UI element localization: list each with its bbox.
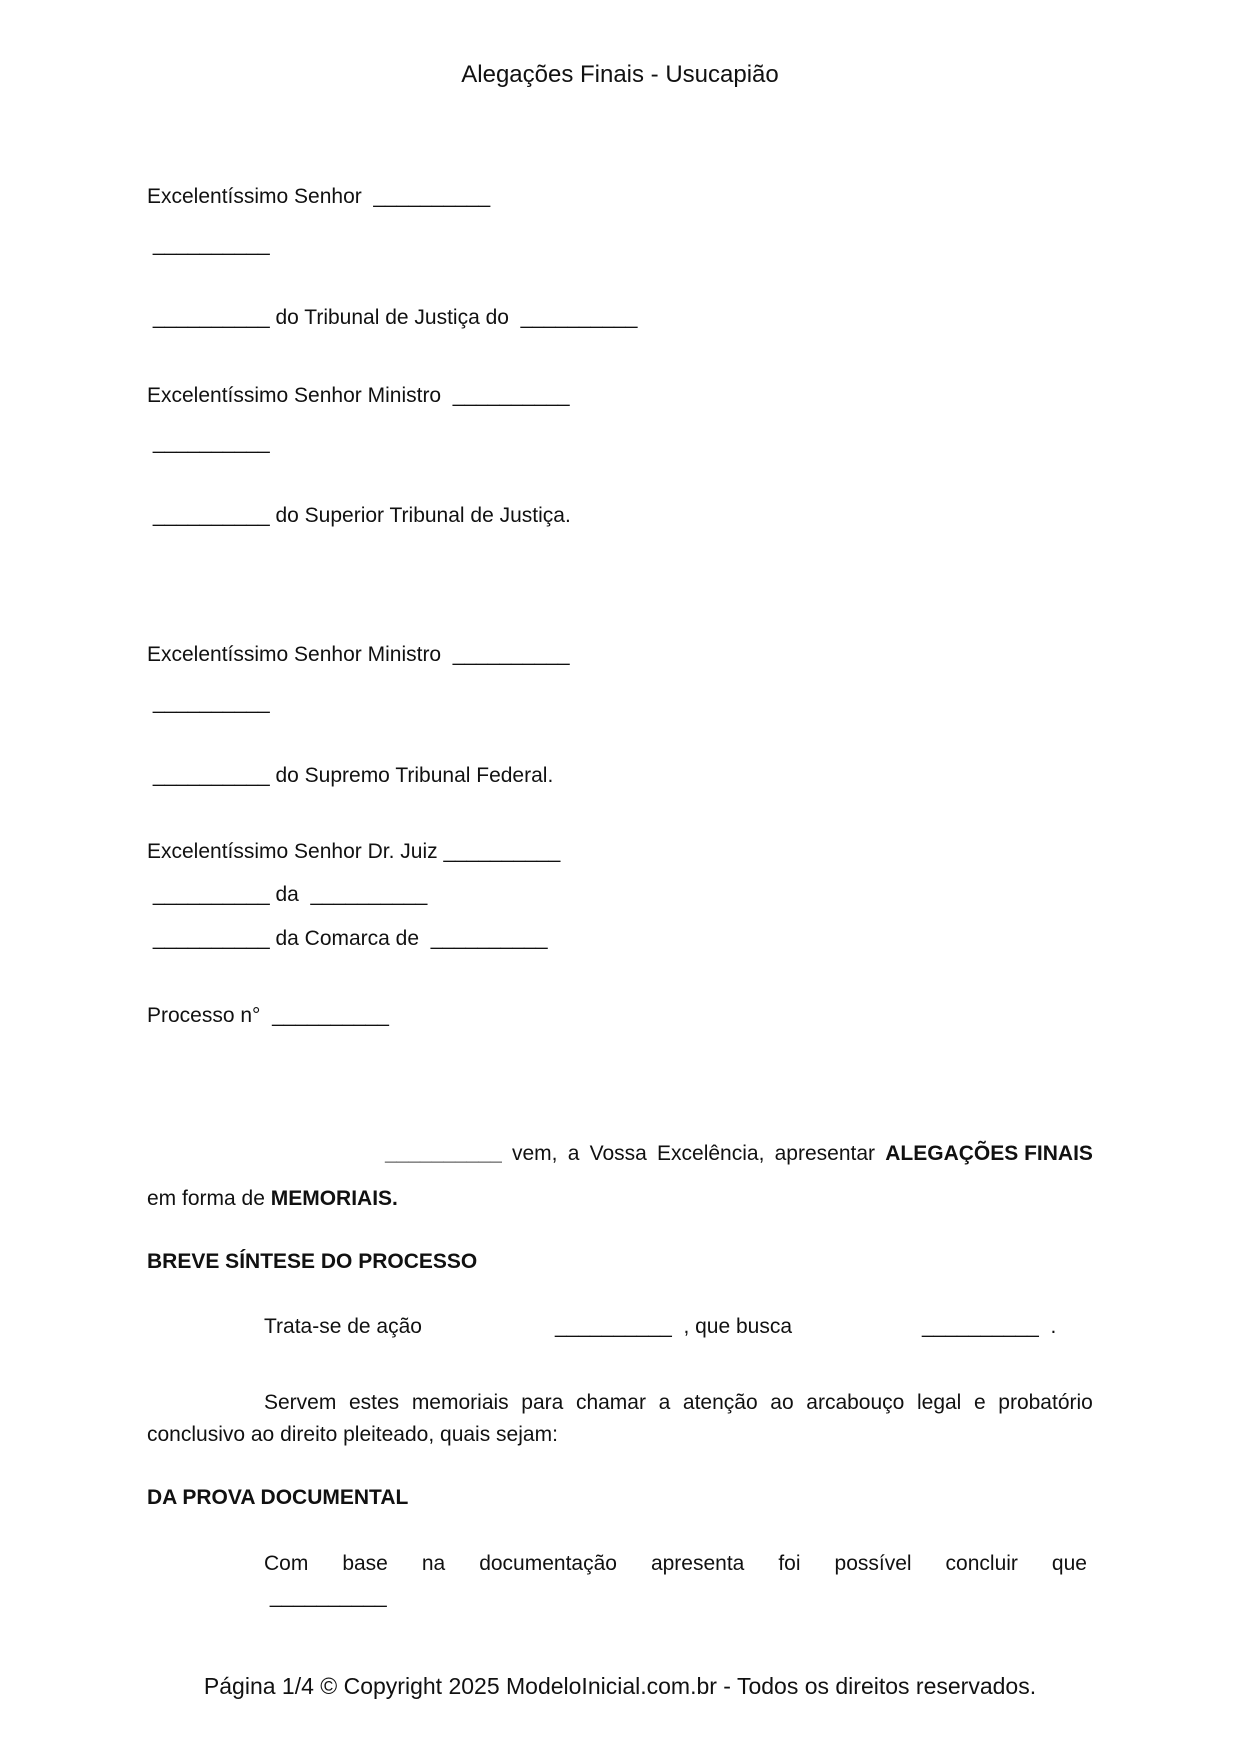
paragraph-word: para (521, 1391, 564, 1414)
address-line-5: __________ (147, 431, 270, 454)
paragraph-word: e (973, 1391, 986, 1414)
prova-paragraph-line-1 (264, 1551, 1087, 1577)
paragraph-word: ao (770, 1391, 794, 1414)
address-line-9: __________ do Supremo Tribunal Federal. (147, 764, 554, 787)
paragraph-word: Com (264, 1552, 309, 1575)
address-line-10: Excelentíssimo Senhor Dr. Juiz __________ (147, 840, 561, 863)
paragraph-word: apresenta (650, 1552, 745, 1575)
intro-word: a (567, 1142, 580, 1165)
paragraph-word: Servem (264, 1391, 337, 1414)
address-line-6: __________ do Superior Tribunal de Justiça. (147, 504, 571, 527)
paragraph-word: a (658, 1391, 671, 1414)
paragraph-word: atenção (682, 1391, 758, 1414)
intro-bold-title: ALEGAÇÕES FINAIS (885, 1142, 1093, 1165)
paragraph-word: possível (834, 1552, 912, 1575)
sintese-text-a: Trata-se de ação (264, 1315, 422, 1338)
page-footer: Página 1/4 © Copyright 2025 ModeloInicial.com.br - Todos os direitos reservados. (203, 1673, 1037, 1699)
party-name-blank: __________ (385, 1142, 502, 1165)
paragraph-word: concluir (945, 1552, 1018, 1575)
intro-prefix: em forma de (147, 1187, 271, 1210)
address-line-4: Excelentíssimo Senhor Ministro __________ (147, 384, 570, 407)
intro-word: Vossa (589, 1142, 647, 1165)
page-header-title: Alegações Finais - Usucapião (461, 61, 779, 88)
paragraph-word: documentação (479, 1552, 617, 1575)
prova-paragraph-line-2: __________ (264, 1585, 387, 1608)
intro-word: vem, (512, 1142, 558, 1165)
paragraph-word: na (421, 1552, 446, 1575)
intro-bold-memoriais: MEMORIAIS. (270, 1187, 398, 1210)
paragraph-word: base (342, 1552, 388, 1575)
address-line-1: Excelentíssimo Senhor __________ (147, 185, 491, 208)
sintese-paragraph-line-1 (264, 1390, 1093, 1416)
intro-paragraph-line-2 (147, 1186, 398, 1212)
paragraph-word: que (1051, 1552, 1087, 1575)
paragraph-word: probatório (998, 1391, 1093, 1414)
paragraph-word: foi (778, 1552, 801, 1575)
sintese-paragraph-line-2: conclusivo ao direito pleiteado, quais sejam: (147, 1423, 558, 1446)
paragraph-word: estes (348, 1391, 400, 1414)
intro-word: Excelência, (657, 1142, 765, 1165)
address-line-12: __________ da Comarca de __________ (147, 927, 548, 950)
process-number: Processo n° __________ (147, 1004, 389, 1027)
sintese-text-c: __________ . (922, 1315, 1057, 1338)
address-line-8: __________ (147, 691, 270, 714)
paragraph-word: chamar (575, 1391, 646, 1414)
address-line-3: __________ do Tribunal de Justiça do __________ (147, 306, 638, 329)
paragraph-word: memoriais (411, 1391, 509, 1414)
address-line-2: __________ (147, 233, 270, 256)
sintese-text-b: __________ , que busca (555, 1315, 793, 1338)
section-title-prova-documental: DA PROVA DOCUMENTAL (147, 1486, 409, 1509)
intro-word: apresentar (774, 1142, 876, 1165)
paragraph-word: legal (916, 1391, 962, 1414)
address-line-11: __________ da __________ (147, 883, 428, 906)
address-line-7: Excelentíssimo Senhor Ministro __________ (147, 643, 570, 666)
paragraph-word: arcabouço (806, 1391, 905, 1414)
section-title-sintese: BREVE SÍNTESE DO PROCESSO (147, 1250, 478, 1273)
intro-paragraph-line-1 (385, 1141, 1093, 1167)
